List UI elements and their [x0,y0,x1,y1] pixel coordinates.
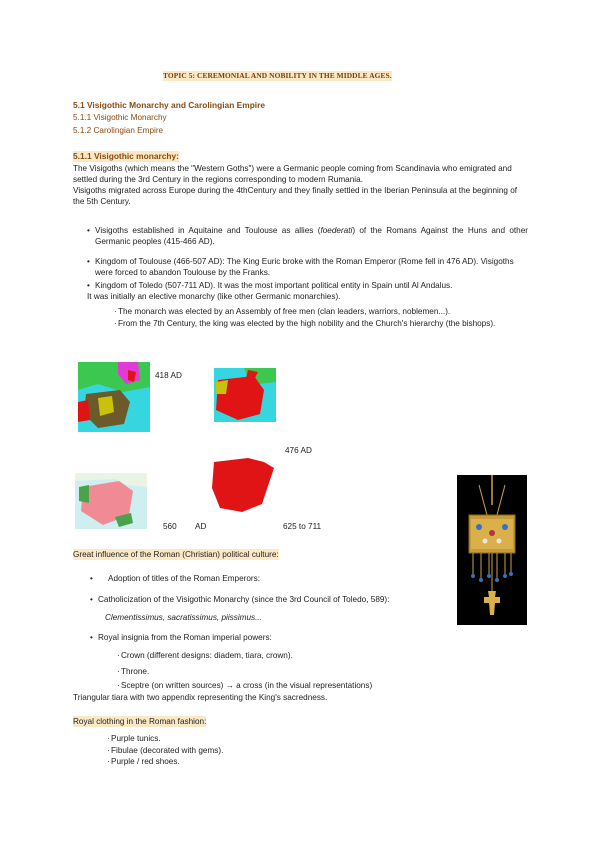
sub-bullet-text: The monarch was elected by an Assembly of free men (clan leaders, warriors, noblemen...). [118,307,451,316]
foederati-term: foederati [320,226,353,235]
map-418 [78,362,150,432]
sub-bullet-assembly: · The monarch was elected by an Assembly of free men (clan leaders, warriors, noblemen...). [114,307,451,316]
sub-bullet-text: From the 7th Century, the king was elected by the high nobility and the Church's hierarchy (the bishops). [118,319,496,328]
insignia-text: Sceptre (on written sources) → a cross (in the visual representations) [121,681,373,690]
toc-main: 5.1 Visigothic Monarchy and Carolingian Empire [73,100,266,110]
intro-paragraph [73,163,528,208]
intro-text-1: The Visigoths (which means the "Western Goths") were a Germanic people coming from Scandinavia who emigrated and settled during the 3rd Century in the regions corresponding to modern Rumania. [73,164,512,185]
bullet-titles: • Adoption of titles of the Roman Emperors: [90,574,261,583]
bullet-insignia: • Royal insignia from the Roman imperial powers: [90,633,272,642]
clothing-heading: Royal clothing in the Roman fashion: [73,717,207,726]
map-label-476: 476 AD [285,446,312,455]
insignia-text: Throne. [121,667,150,676]
bullet-text: Catholicization of the Visigothic Monarchy (since the 3rd Council of Toledo, 589): [98,595,390,604]
bullet-text: Royal insignia from the Roman imperial powers: [98,633,272,642]
clothing-tunics: · Purple tunics. [107,734,161,743]
tiara-text: Triangular tiara with two appendix representing the King's sacredness. [73,693,328,702]
section-heading: 5.1.1 Visigothic monarchy: [73,151,179,161]
roman-heading: Great influence of the Roman (Christian) political culture: [73,550,279,559]
insignia-crown: · Crown (different designs: diadem, tiara, crown). [117,651,293,660]
insignia-text: Crown (different designs: diadem, tiara, crown). [121,651,293,660]
map-label-625: 625 to 711 [283,522,322,531]
bullet-text: Kingdom of Toledo (507-711 AD). It was the most important political entity in Spain until Al Andalus. [95,281,453,290]
clothing-text: Fibulae (decorated with gems). [111,746,224,755]
votive-crown-image [457,475,527,625]
clothing-shoes: · Purple / red shoes. [107,757,180,766]
bullet-catholicization: • Catholicization of the Visigothic Monarchy (since the 3rd Council of Toledo, 589): [90,595,390,604]
bullet-text: Adoption of titles of the Roman Emperors: [108,574,261,583]
bullet-text: Kingdom of Toulouse (466-507 AD): The King Euric broke with the Roman Emperor (Rome fell in 476 AD). Visigoths were forced to abandon Toulouse by the Franks. [95,257,514,278]
toc-sub1: 5.1.1 Visigothic Monarchy [73,113,167,122]
crown-illustration [457,475,527,625]
map-560 [75,473,147,529]
insignia-sceptre: · Sceptre (on written sources) → a cross (in the visual representations) [117,681,373,690]
sub-bullet-nobility: · From the 7th Century, the king was elected by the high nobility and the Church's hierarchy (the bishops). [114,319,496,328]
map-label-560: 560 [163,522,177,531]
map-625-711 [212,458,274,514]
bullet-aquitaine: • Visigoths established in Aquitaine and Toulouse as allies (foederati) of the Romans Against the Huns and other Germanic peoples (415-466 AD). [87,226,528,247]
map-label-560-ad: AD [195,522,207,531]
clothing-text: Purple / red shoes. [111,757,180,766]
map-label-418: 418 AD [155,371,182,380]
clothing-fibulae: · Fibulae (decorated with gems). [107,746,224,755]
bullet-toledo: • Kingdom of Toledo (507-711 AD). It was the most important political entity in Spain until Al Andalus. [87,281,453,290]
clothing-text: Purple tunics. [111,734,161,743]
toc-sub2: 5.1.2 Carolingian Empire [73,126,164,135]
page-title: TOPIC 5: CEREMONIAL AND NOBILITY IN THE MIDDLE AGES. [163,71,392,80]
bullet-toulouse: • Kingdom of Toulouse (466-507 AD): The King Euric broke with the Roman Emperor (Rome fell in 476 AD). Visigoths were forced to abandon Toulouse by the Franks. [87,256,528,278]
map-476 [214,368,276,422]
insignia-throne: · Throne. [117,667,150,676]
emperor-titles: Clementissimus, sacratissimus, piissimus... [105,613,262,622]
elective-text: It was initially an elective monarchy (like other Germanic monarchies). [87,292,341,301]
intro-text-2: Visigoths migrated across Europe during the 4thCentury and they finally settled in the Iberian Peninsula at the beginning of the 5th Century. [73,186,518,207]
bullet-text: Visigoths established in Aquitaine and Toulouse as allies (foederati) of the Romans Against the Huns and other Germanic peoples (415-466 AD). [95,226,528,247]
